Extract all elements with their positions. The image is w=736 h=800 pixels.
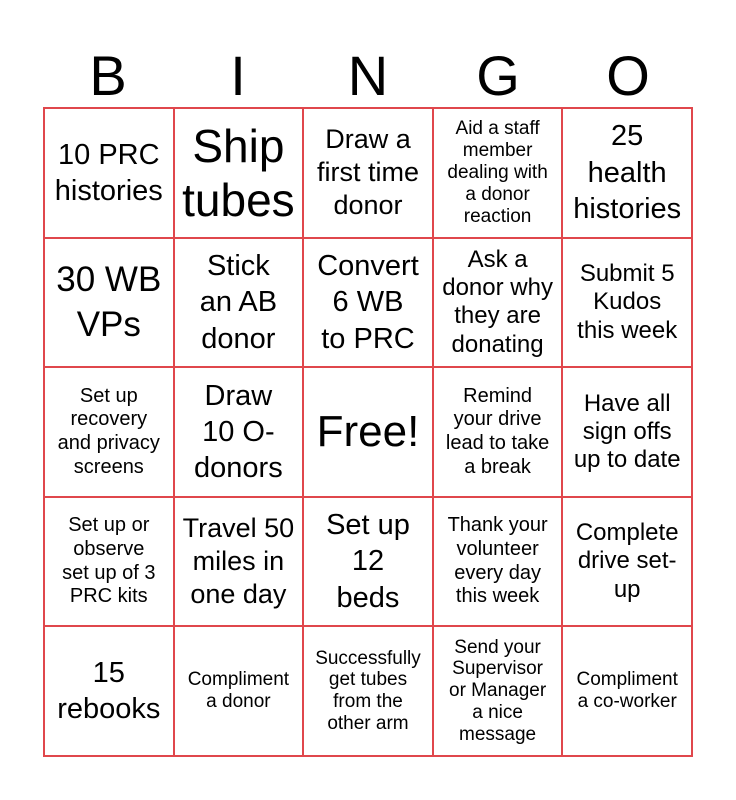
header-letter-i: I — [230, 44, 246, 107]
bingo-grid — [43, 107, 693, 757]
cell-text: Complete drive set- up — [575, 519, 679, 603]
cell-text: Set up recovery and privacy screens — [57, 384, 160, 478]
cell-text: Send your Supervisor or Manager a nice message — [449, 636, 547, 745]
bingo-cell-b4[interactable] — [44, 497, 174, 627]
bingo-cell-g5[interactable] — [433, 626, 563, 756]
bingo-cell-b1[interactable] — [44, 108, 174, 238]
cell-text: Draw 10 O- donors — [194, 379, 283, 485]
cell-text: 30 WB VPs — [56, 259, 162, 345]
bingo-cell-n4[interactable] — [303, 497, 433, 627]
bingo-cell-g1[interactable] — [433, 108, 563, 238]
bingo-cell-i2[interactable] — [174, 238, 304, 368]
cell-text: Remind your drive lead to take a break — [445, 384, 550, 478]
cell-text: Aid a staff member dealing with a donor reaction — [447, 118, 548, 227]
header-letter-o: O — [606, 44, 650, 107]
bingo-cell-o4[interactable] — [562, 497, 692, 627]
cell-text: Submit 5 Kudos this week — [577, 259, 678, 344]
cell-text: 15 rebooks — [57, 656, 161, 726]
bingo-cell-o5[interactable] — [562, 626, 692, 756]
bingo-header — [43, 46, 693, 106]
bingo-cell-b2[interactable] — [44, 238, 174, 368]
header-letter-g: G — [476, 44, 520, 107]
header-letter-b: B — [89, 44, 127, 107]
bingo-cell-g3[interactable] — [433, 367, 563, 497]
cell-text: Set up or observe set up of 3 PRC kits — [62, 514, 156, 608]
cell-text: Thank your volunteer every day this week — [447, 514, 548, 608]
cell-text: Stick an AB donor — [199, 250, 278, 355]
bingo-cell-n1[interactable] — [303, 108, 433, 238]
cell-text: Set up 12 beds — [326, 509, 410, 614]
bingo-cell-o2[interactable] — [562, 238, 692, 368]
bingo-cell-n5[interactable] — [303, 626, 433, 756]
cell-text: Compliment a donor — [187, 669, 290, 713]
bingo-cell-o1[interactable] — [562, 108, 692, 238]
cell-text: Travel 50 miles in one day — [182, 513, 295, 610]
bingo-cell-i3[interactable] — [174, 367, 304, 497]
bingo-cell-i1[interactable] — [174, 108, 304, 238]
bingo-cell-b5[interactable] — [44, 626, 174, 756]
cell-text: Compliment a co-worker — [576, 669, 678, 713]
bingo-cell-i5[interactable] — [174, 626, 304, 756]
bingo-cell-g4[interactable] — [433, 497, 563, 627]
bingo-cell-b3[interactable] — [44, 367, 174, 497]
cell-text: Have all sign offs up to date — [573, 389, 681, 474]
cell-text: Successfully get tubes from the other arm — [315, 647, 421, 735]
cell-text: Ask a donor why they are donating — [442, 245, 553, 358]
bingo-cell-g2[interactable] — [433, 238, 563, 368]
header-letter-n: N — [347, 44, 389, 107]
bingo-cell-o3[interactable] — [562, 367, 692, 497]
cell-text: Free! — [316, 407, 420, 457]
bingo-cell-n2[interactable] — [303, 238, 433, 368]
cell-text: Draw a first time donor — [316, 124, 419, 221]
cell-text: 10 PRC histories — [54, 138, 163, 207]
bingo-cell-free[interactable] — [303, 367, 433, 497]
bingo-cell-i4[interactable] — [174, 497, 304, 627]
cell-text: Convert 6 WB to PRC — [317, 250, 419, 355]
cell-text: Ship tubes — [182, 119, 295, 226]
cell-text: 25 health histories — [573, 120, 682, 225]
